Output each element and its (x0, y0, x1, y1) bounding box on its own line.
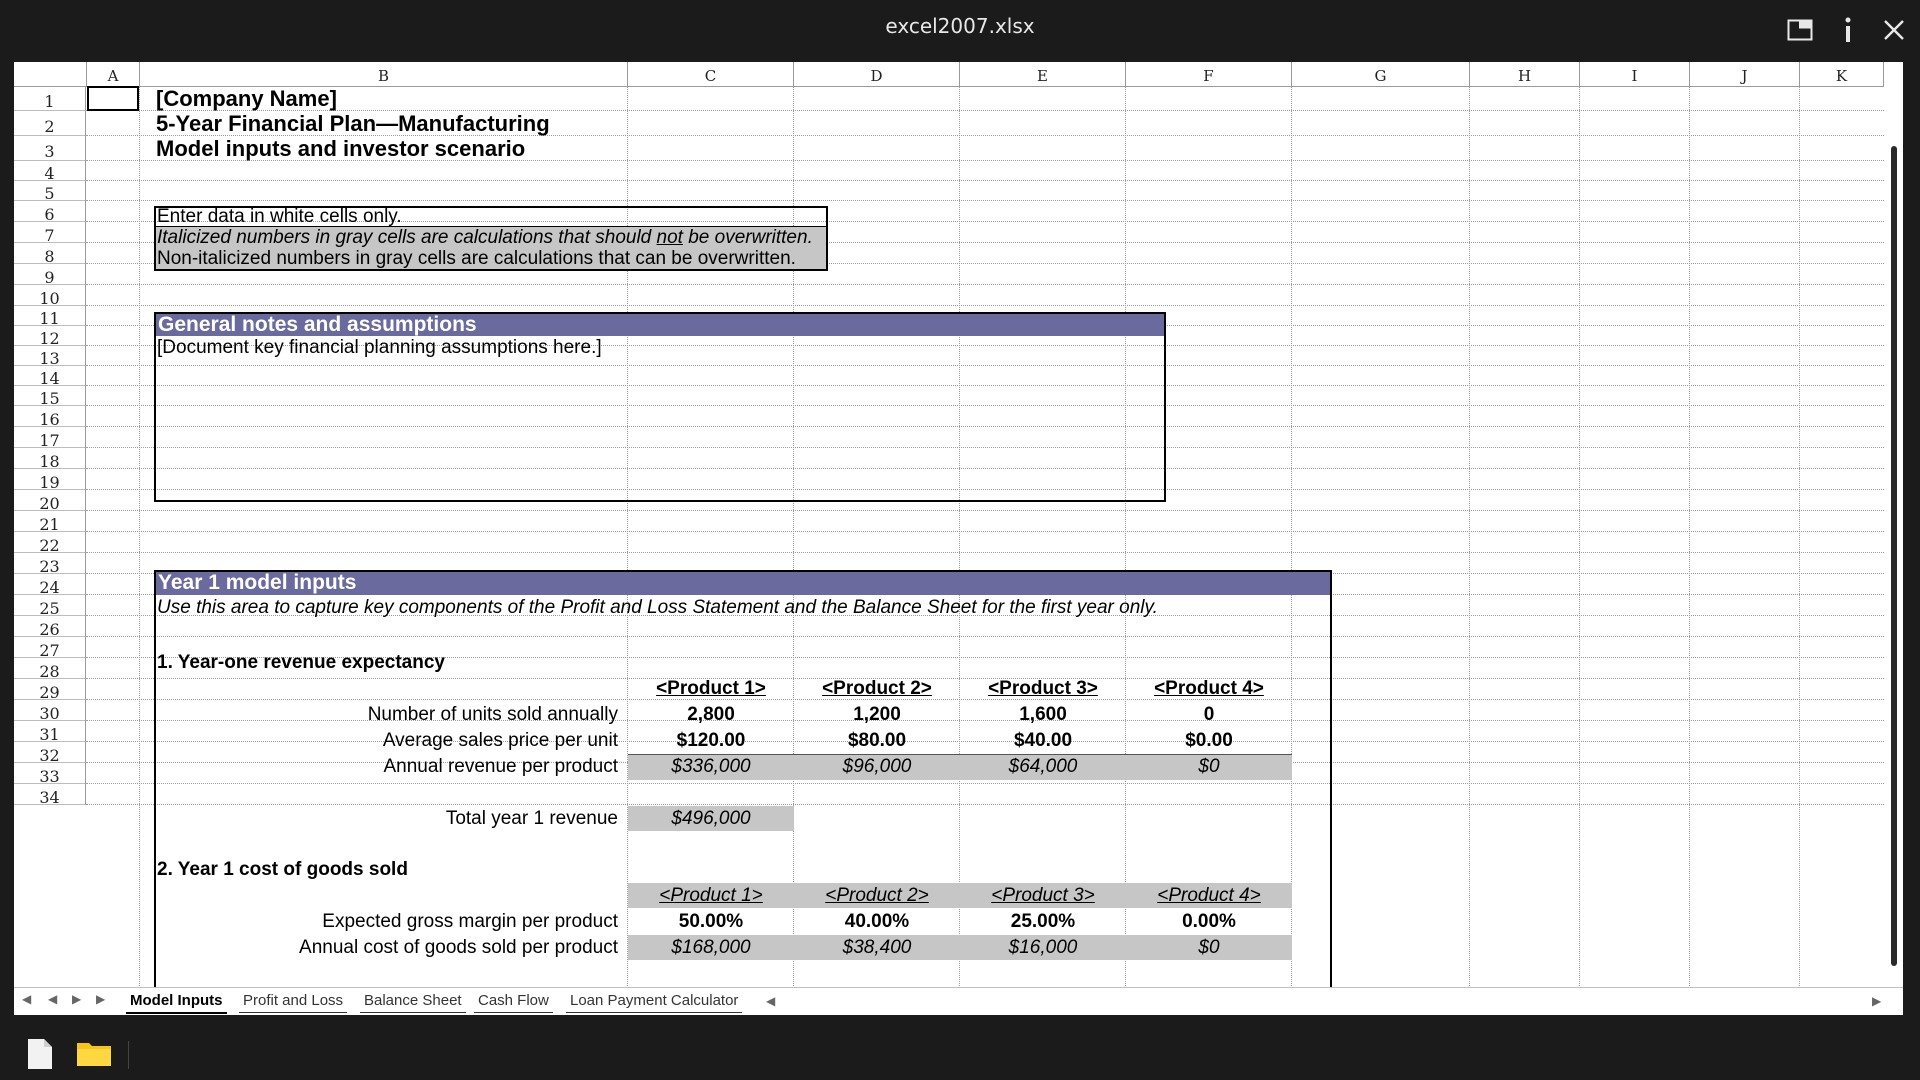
row-gridline (86, 510, 1884, 511)
bottom-toolbar (0, 1015, 1920, 1080)
row-header[interactable]: 29 (14, 679, 86, 700)
row-header[interactable]: 4 (14, 161, 86, 181)
row-header[interactable]: 10 (14, 285, 86, 306)
column-header[interactable]: B (140, 62, 628, 86)
year1-description[interactable]: Use this area to capture key components of the Profit and Loss Statement and the Balance Sheet for the first year only. (157, 597, 1158, 618)
folder-icon[interactable] (76, 1039, 112, 1072)
margin-value[interactable]: 50.00% (678, 911, 744, 932)
column-header[interactable]: D (794, 62, 960, 86)
instruction-note-2[interactable]: Italicized numbers in gray cells are calculations that should not be overwritten. (157, 227, 813, 248)
instruction-note-3[interactable]: Non-italicized numbers in gray cells are calculations that can be overwritten. (157, 248, 796, 269)
row-header[interactable]: 1 (14, 86, 86, 111)
tab-cash-flow[interactable]: Cash Flow (474, 990, 553, 1013)
column-gridline (1689, 86, 1690, 1015)
row-header[interactable]: 24 (14, 574, 86, 595)
row-header[interactable]: 30 (14, 700, 86, 721)
row-gridline (86, 200, 1884, 201)
vertical-scrollbar-thumb[interactable] (1891, 146, 1897, 966)
row-header[interactable]: 3 (14, 136, 86, 161)
row-header[interactable]: 11 (14, 306, 86, 326)
row-header[interactable]: 17 (14, 427, 86, 448)
plan-subtitle[interactable]: Model inputs and investor scenario (156, 136, 526, 161)
row-header[interactable]: 12 (14, 326, 86, 346)
row-gridline (86, 305, 1884, 306)
revenue-value[interactable]: $96,000 (842, 756, 912, 777)
info-icon[interactable] (1828, 10, 1868, 50)
price-value[interactable]: $120.00 (676, 730, 746, 751)
cogs-value[interactable]: $0 (1198, 937, 1220, 958)
units-label[interactable]: Number of units sold annually (367, 704, 618, 725)
tab-model-inputs[interactable]: Model Inputs (126, 990, 227, 1014)
total-revenue-label[interactable]: Total year 1 revenue (445, 808, 618, 829)
column-header[interactable]: E (960, 62, 1126, 86)
column-header[interactable]: C (628, 62, 794, 86)
row-header[interactable]: 8 (14, 243, 86, 264)
row-header[interactable]: 23 (14, 553, 86, 574)
instruction-note-1[interactable]: Enter data in white cells only. (157, 206, 402, 227)
row-header[interactable]: 25 (14, 595, 86, 616)
row-header[interactable]: 26 (14, 616, 86, 637)
product-header[interactable]: <Product 1> (659, 885, 763, 906)
cell-grid[interactable] (86, 86, 1884, 1015)
column-header[interactable]: J (1690, 62, 1800, 86)
row-header[interactable]: 20 (14, 490, 86, 511)
revenue-value[interactable]: $0 (1198, 756, 1220, 777)
row-header[interactable]: 7 (14, 222, 86, 243)
product-header[interactable]: <Product 4> (1157, 885, 1261, 906)
product-header[interactable]: <Product 2> (822, 678, 932, 699)
row-gridline (86, 180, 1884, 181)
price-value[interactable]: $40.00 (1013, 730, 1073, 751)
row-header[interactable]: 28 (14, 658, 86, 679)
row-header[interactable]: 18 (14, 448, 86, 469)
column-header[interactable]: H (1470, 62, 1580, 86)
column-header[interactable]: I (1580, 62, 1690, 86)
next-sheet-icon[interactable]: ▶ (72, 992, 82, 1006)
row-header[interactable]: 32 (14, 742, 86, 763)
restore-window-icon[interactable] (1780, 10, 1820, 50)
plan-title[interactable]: 5-Year Financial Plan—Manufacturing (156, 111, 550, 136)
product-header[interactable]: <Product 3> (991, 885, 1095, 906)
row-header[interactable]: 22 (14, 532, 86, 553)
file-icon[interactable] (26, 1037, 54, 1076)
units-value[interactable]: 0 (1203, 704, 1215, 725)
section-revenue-title[interactable]: 1. Year-one revenue expectancy (157, 652, 445, 673)
row-header[interactable]: 13 (14, 346, 86, 366)
general-notes-body[interactable]: [Document key financial planning assumptions here.] (157, 337, 602, 358)
tab-loan-payment-calculator[interactable]: Loan Payment Calculator (566, 990, 742, 1013)
row-header[interactable]: 9 (14, 264, 86, 285)
last-sheet-icon[interactable]: ▶ (96, 992, 106, 1006)
select-all-corner[interactable] (14, 62, 87, 86)
vertical-scrollbar[interactable] (1884, 86, 1903, 994)
price-label[interactable]: Average sales price per unit (382, 730, 618, 751)
cogs-value[interactable]: $38,400 (842, 937, 912, 958)
row-header[interactable]: 33 (14, 763, 86, 784)
units-value[interactable]: 1,600 (1019, 704, 1067, 725)
sheet-tabs-bar (14, 987, 1903, 1015)
column-header[interactable]: K (1800, 62, 1884, 86)
row-header[interactable]: 5 (14, 181, 86, 201)
price-value[interactable]: $0.00 (1185, 730, 1233, 751)
margin-label[interactable]: Expected gross margin per product (322, 911, 618, 932)
revenue-value[interactable]: $336,000 (671, 756, 751, 777)
prev-sheet-icon[interactable]: ◀ (48, 992, 58, 1006)
first-sheet-icon[interactable]: ◀ (22, 992, 32, 1006)
row-header[interactable]: 15 (14, 386, 86, 406)
column-gridline (139, 86, 140, 1015)
row-header[interactable]: 34 (14, 784, 86, 805)
row-header[interactable]: 19 (14, 469, 86, 490)
row-header[interactable]: 14 (14, 366, 86, 386)
row-header[interactable]: 16 (14, 406, 86, 427)
product-header[interactable]: <Product 2> (825, 885, 929, 906)
product-header[interactable]: <Product 4> (1154, 678, 1264, 699)
revenue-value[interactable]: $64,000 (1008, 756, 1078, 777)
cogs-value[interactable]: $16,000 (1008, 937, 1078, 958)
general-notes-header[interactable]: General notes and assumptions (154, 313, 1165, 336)
column-header[interactable]: A (87, 62, 140, 86)
column-header[interactable]: G (1292, 62, 1470, 86)
column-gridline (1799, 86, 1800, 1015)
margin-value[interactable]: 25.00% (1010, 911, 1076, 932)
toolbar-separator (128, 1041, 129, 1069)
row-gridline (86, 552, 1884, 553)
scroll-right-icon[interactable]: ▶ (1872, 994, 1882, 1008)
column-gridline (1579, 86, 1580, 1015)
revenue-label[interactable]: Annual revenue per product (383, 756, 618, 777)
column-gridline (1469, 86, 1470, 1015)
margin-value[interactable]: 0.00% (1182, 911, 1236, 932)
tab-balance-sheet[interactable]: Balance Sheet (360, 990, 466, 1013)
company-name[interactable]: [Company Name] (156, 86, 337, 111)
price-value[interactable]: $80.00 (847, 730, 907, 751)
section-cogs-title[interactable]: 2. Year 1 cost of goods sold (157, 859, 408, 880)
units-value[interactable]: 2,800 (687, 704, 735, 725)
column-headers (14, 62, 1884, 87)
scroll-left-icon[interactable]: ◀ (766, 994, 776, 1008)
product-header[interactable]: <Product 3> (988, 678, 1098, 699)
row-header[interactable]: 27 (14, 637, 86, 658)
row-gridline (86, 284, 1884, 285)
cogs-label[interactable]: Annual cost of goods sold per product (299, 937, 618, 958)
row-header[interactable]: 2 (14, 111, 86, 136)
tab-profit-and-loss[interactable]: Profit and Loss (239, 990, 347, 1013)
product-header[interactable]: <Product 1> (656, 678, 766, 699)
close-icon[interactable] (1874, 10, 1914, 50)
margin-value[interactable]: 40.00% (844, 911, 910, 932)
row-header[interactable]: 31 (14, 721, 86, 742)
cogs-value[interactable]: $168,000 (671, 937, 751, 958)
title-bar (0, 0, 1920, 62)
year1-header[interactable]: Year 1 model inputs (154, 571, 1331, 595)
window-title: excel2007.xlsx (885, 14, 1035, 38)
row-header[interactable]: 21 (14, 511, 86, 532)
units-value[interactable]: 1,200 (853, 704, 901, 725)
selected-cell-a1[interactable] (87, 86, 139, 111)
total-revenue-value[interactable]: $496,000 (671, 808, 751, 829)
row-header[interactable]: 6 (14, 201, 86, 222)
spreadsheet[interactable] (14, 62, 1903, 1015)
column-header[interactable]: F (1126, 62, 1292, 86)
row-gridline (86, 531, 1884, 532)
